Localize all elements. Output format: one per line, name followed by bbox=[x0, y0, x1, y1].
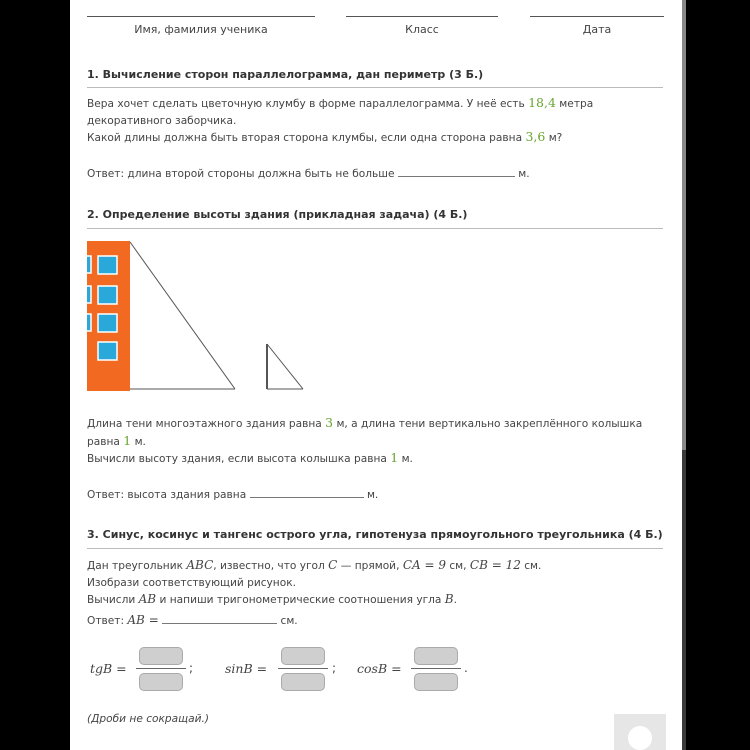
cb-value: CB = 12 bbox=[469, 558, 521, 572]
cos-fraction-bar bbox=[411, 668, 461, 669]
task2-answer: Ответ: высота здания равна м. bbox=[87, 489, 379, 501]
tg-denominator-input[interactable] bbox=[139, 673, 183, 691]
task2-text: Длина тени многоэтажного здания равна 3 м, а длина тени вертикально закреплённого колышка равна 1 м. Вычисли высоту здания, если высота колышка равна 1 м. bbox=[87, 415, 643, 465]
peg-shadow-ray bbox=[267, 344, 303, 389]
name-line bbox=[87, 16, 315, 17]
task1-answer-field[interactable] bbox=[398, 175, 515, 177]
sin-numerator-input[interactable] bbox=[281, 647, 325, 665]
task1-answer: Ответ: длина второй стороны должна быть не больше м. bbox=[87, 168, 530, 180]
task1-text: Вера хочет сделать цветочную клумбу в форме параллелограмма. У неё есть 18,4 метра декоративного заборчика. Какой длины должна быть вторая сторона клумбы, если одна сторона равна 3,6 м? bbox=[87, 95, 594, 144]
task1-divider bbox=[87, 87, 663, 88]
class-label: Класс bbox=[405, 23, 439, 36]
window bbox=[98, 286, 117, 304]
sin-separator: ; bbox=[332, 661, 337, 675]
task3-title: 3. Синус, косинус и тангенс острого угла, гипотенуза прямоугольного треугольника (4 Б.) bbox=[87, 528, 663, 541]
task3-note: (Дроби не сокращай.) bbox=[87, 713, 209, 725]
tg-separator: ; bbox=[189, 661, 194, 675]
perimeter-value: 18,4 bbox=[528, 95, 556, 110]
cos-numerator-input[interactable] bbox=[414, 647, 458, 665]
date-line bbox=[530, 16, 664, 17]
window bbox=[87, 256, 91, 273]
peg-shadow-value: 1 bbox=[123, 432, 132, 448]
peg-height-value: 1 bbox=[390, 450, 399, 465]
window bbox=[98, 256, 117, 274]
task3-text: Дан треугольник ABC, известно, что угол C — прямой, CA = 9 см, CB = 12 см. Изобрази соответствующий рисунок. Вычисли AB и напиши тригонометрические соотношения угла B. bbox=[87, 558, 542, 606]
sin-fraction-bar bbox=[278, 668, 328, 669]
scrollbar-thumb[interactable] bbox=[682, 0, 686, 450]
window bbox=[87, 286, 91, 303]
task2-title: 2. Определение высоты здания (прикладная задача) (4 Б.) bbox=[87, 208, 468, 221]
name-label: Имя, фамилия ученика bbox=[134, 23, 268, 36]
ab-answer-field[interactable] bbox=[162, 622, 277, 624]
date-label: Дата bbox=[582, 23, 612, 36]
window bbox=[98, 314, 117, 332]
side-value: 3,6 bbox=[525, 129, 546, 144]
task3-answer: Ответ: AB = см. bbox=[87, 613, 298, 627]
task1-title: 1. Вычисление сторон параллелограмма, дан периметр (3 Б.) bbox=[87, 68, 484, 81]
class-line bbox=[346, 16, 498, 17]
tg-label: tgB = bbox=[90, 661, 127, 676]
tg-numerator-input[interactable] bbox=[139, 647, 183, 665]
shadow-diagram bbox=[87, 238, 309, 394]
task3-divider bbox=[87, 548, 663, 549]
cos-separator: . bbox=[464, 661, 468, 675]
ca-value: CA = 9 bbox=[402, 558, 446, 572]
worksheet-page bbox=[70, 0, 682, 750]
building-shadow-ray bbox=[130, 242, 235, 389]
cos-label: cosB = bbox=[357, 661, 402, 676]
sin-denominator-input[interactable] bbox=[281, 673, 325, 691]
task2-answer-field[interactable] bbox=[250, 496, 364, 498]
task2-divider bbox=[87, 228, 663, 229]
window bbox=[87, 314, 91, 331]
tg-fraction-bar bbox=[136, 668, 186, 669]
window bbox=[98, 342, 117, 360]
sin-label: sinB = bbox=[225, 661, 268, 676]
corner-widget-icon bbox=[628, 726, 652, 750]
building-shadow-value: 3 bbox=[325, 415, 334, 430]
cos-denominator-input[interactable] bbox=[414, 673, 458, 691]
